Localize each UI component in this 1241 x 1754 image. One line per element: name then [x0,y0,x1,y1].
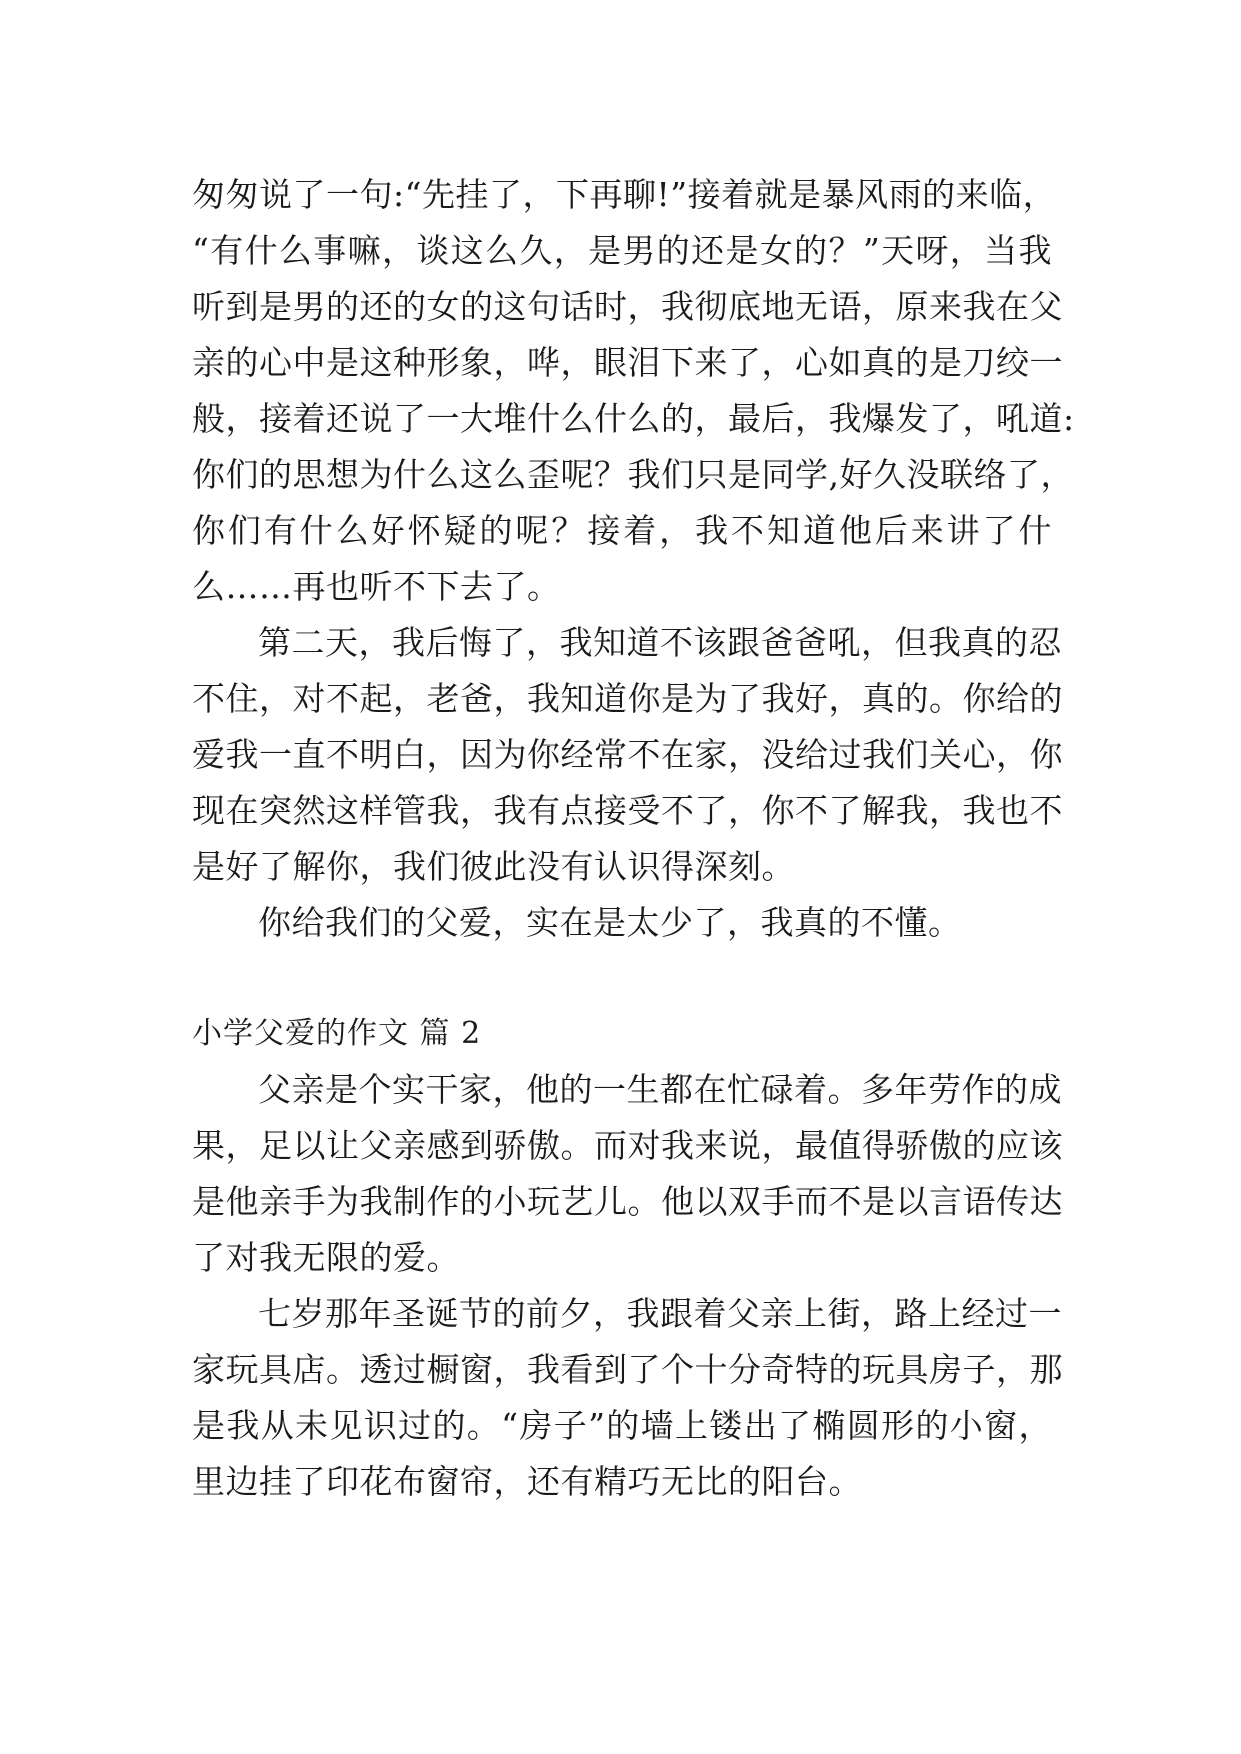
text-line: 听到是男的还的女的这句话时，我彻底地无语，原来我在父 [192,287,1063,326]
paragraph-first-line: 七岁那年圣诞节的前夕，我跟着父亲上街，路上经过一 [258,1294,1062,1333]
text-line: 现在突然这样管我，我有点接受不了，你不了解我，我也不 [192,791,1063,830]
paragraph-first-line: 父亲是个实干家，他的一生都在忙碌着。多年劳作的成 [258,1070,1062,1109]
text-line: 你们的思想为什么这么歪呢？我们只是同学,好久没联络了， [192,455,1074,494]
paragraph-first-line: 你给我们的父爱，实在是太少了，我真的不懂。 [258,903,962,942]
text-line: 果，足以让父亲感到骄傲。而对我来说，最值得骄傲的应该 [192,1126,1063,1165]
text-line: 是好了解你，我们彼此没有认识得深刻。 [192,847,795,886]
text-line: 亲的心中是这种形象，哗，眼泪下来了，心如真的是刀绞一 [192,343,1063,382]
section-title: 小学父爱的作文 篇 2 [192,1016,482,1051]
text-line: 是他亲手为我制作的小玩艺儿。他以双手而不是以言语传达 [192,1182,1063,1221]
text-line: “有什么事嘛，谈这么久，是男的还是女的？”天呀，当我 [192,231,1052,270]
text-line: 匆匆说了一句:“先挂了，下再聊!”接着就是暴风雨的来临， [192,175,1057,214]
text-line: 么……再也听不下去了。 [192,567,561,606]
text-line: 不住，对不起，老爸，我知道你是为了我好，真的。你给的 [192,679,1063,718]
text-line: 里边挂了印花布窗帘，还有精巧无比的阳台。 [192,1462,862,1501]
paragraph-first-line: 第二天，我后悔了，我知道不该跟爸爸吼，但我真的忍 [258,623,1062,662]
text-line: 你们有什么好怀疑的呢？接着，我不知道他后来讲了什 [192,511,1052,550]
text-line: 是我从未见识过的。“房子”的墙上镂出了椭圆形的小窗， [192,1406,1052,1445]
text-line: 爱我一直不明白，因为你经常不在家，没给过我们关心，你 [192,735,1063,774]
text-line: 了对我无限的爱。 [192,1238,460,1277]
text-line: 家玩具店。透过橱窗，我看到了个十分奇特的玩具房子，那 [192,1350,1063,1389]
text-line: 般，接着还说了一大堆什么什么的，最后，我爆发了，吼道: [192,399,1075,438]
